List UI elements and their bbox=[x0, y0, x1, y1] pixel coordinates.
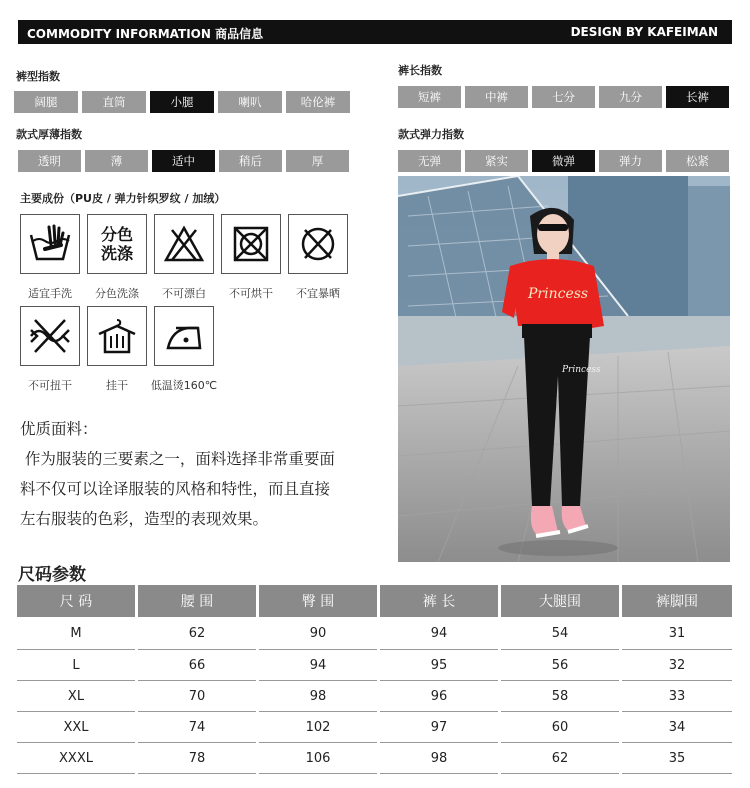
option-thickness: 厚 bbox=[286, 150, 349, 172]
separate-wash-text-1: 分色 bbox=[100, 225, 133, 244]
size-table-cell: M bbox=[17, 617, 135, 650]
size-table-cell: 90 bbox=[259, 617, 377, 650]
elasticity-title: 款式弹力指数 bbox=[398, 128, 464, 141]
size-table-header-cell: 裤脚围 bbox=[622, 585, 732, 617]
option-elasticity: 弹力 bbox=[599, 150, 662, 172]
care-label: 不可漂白 bbox=[162, 287, 206, 300]
option-leg-length: 短裤 bbox=[398, 86, 461, 108]
size-table-title: 尺码参数 bbox=[18, 565, 86, 585]
size-table-row bbox=[17, 650, 732, 681]
size-table-header-row bbox=[17, 585, 732, 617]
fabric-heading: 优质面料： bbox=[20, 420, 98, 438]
leg-shape-title: 裤型指数 bbox=[16, 70, 60, 83]
size-table-cell: 78 bbox=[138, 743, 256, 774]
care-label: 分色洗涤 bbox=[95, 287, 139, 300]
size-table-cell: 54 bbox=[501, 617, 619, 650]
option-elasticity-selected: 微弹 bbox=[532, 150, 595, 172]
size-table-cell: 98 bbox=[380, 743, 498, 774]
size-table-header-cell: 尺 码 bbox=[17, 585, 135, 617]
size-table bbox=[14, 585, 735, 774]
size-table-cell: 33 bbox=[622, 681, 732, 712]
size-table-header-cell: 臀 围 bbox=[259, 585, 377, 617]
size-table-cell: 35 bbox=[622, 743, 732, 774]
size-table-row bbox=[17, 712, 732, 743]
care-label: 不可烘干 bbox=[229, 287, 273, 300]
size-table-row bbox=[17, 617, 732, 650]
fabric-line-1: 作为服装的三要素之一，面料选择非常重要面 bbox=[20, 450, 335, 468]
option-thickness-selected: 适中 bbox=[152, 150, 215, 172]
header-left-title: COMMODITY INFORMATION 商品信息 bbox=[27, 27, 264, 41]
option-elasticity: 紧实 bbox=[465, 150, 528, 172]
option-leg-shape: 直筒 bbox=[82, 91, 146, 113]
size-table-cell: 74 bbox=[138, 712, 256, 743]
care-label: 不宜暴晒 bbox=[296, 287, 340, 300]
option-elasticity: 松紧 bbox=[666, 150, 729, 172]
option-thickness: 稍后 bbox=[219, 150, 282, 172]
model-photo bbox=[398, 176, 730, 562]
separate-wash-text-2: 洗涤 bbox=[100, 244, 133, 263]
size-table-cell: 96 bbox=[380, 681, 498, 712]
size-table-header-cell: 大腿围 bbox=[501, 585, 619, 617]
size-table-cell: 31 bbox=[622, 617, 732, 650]
size-table-cell: 66 bbox=[138, 650, 256, 681]
size-table-cell: 60 bbox=[501, 712, 619, 743]
leg-shape-options bbox=[14, 91, 350, 113]
no-dry-clean-icon bbox=[288, 214, 348, 274]
header-right-title: DESIGN BY KAFEIMAN bbox=[570, 25, 718, 39]
size-table-header-cell: 裤 长 bbox=[380, 585, 498, 617]
size-table-cell: 70 bbox=[138, 681, 256, 712]
thickness-options bbox=[18, 150, 349, 172]
size-table-body bbox=[17, 617, 732, 774]
size-table-cell: 94 bbox=[380, 617, 498, 650]
option-leg-length: 九分 bbox=[599, 86, 662, 108]
leg-length-title: 裤长指数 bbox=[398, 64, 442, 77]
option-leg-shape-selected: 小腿 bbox=[150, 91, 214, 113]
size-table-cell: 34 bbox=[622, 712, 732, 743]
size-table-cell: 56 bbox=[501, 650, 619, 681]
size-table-cell: 62 bbox=[501, 743, 619, 774]
option-thickness: 薄 bbox=[85, 150, 148, 172]
size-table-cell: 95 bbox=[380, 650, 498, 681]
option-leg-length-selected: 长裤 bbox=[666, 86, 729, 108]
iron-low-icon bbox=[154, 306, 214, 366]
size-table-cell: 62 bbox=[138, 617, 256, 650]
option-elasticity: 无弹 bbox=[398, 150, 461, 172]
no-wring-icon bbox=[20, 306, 80, 366]
separate-wash-icon bbox=[87, 214, 147, 274]
option-leg-length: 七分 bbox=[532, 86, 595, 108]
size-table-row bbox=[17, 743, 732, 774]
size-table-cell: 106 bbox=[259, 743, 377, 774]
option-thickness: 透明 bbox=[18, 150, 81, 172]
fabric-line-2: 料不仅可以诠译服装的风格和特性，而且直接 bbox=[20, 480, 331, 498]
size-table-cell: 102 bbox=[259, 712, 377, 743]
option-leg-shape: 阔腿 bbox=[14, 91, 78, 113]
no-bleach-icon bbox=[154, 214, 214, 274]
care-label: 挂干 bbox=[106, 379, 128, 392]
size-table-cell: L bbox=[17, 650, 135, 681]
pants-print-text: Princess bbox=[562, 365, 601, 375]
option-leg-shape: 哈伦裤 bbox=[286, 91, 350, 113]
header-bar bbox=[18, 20, 732, 44]
composition-title: 主要成份（PU皮 / 弹力针织罗纹 / 加绒） bbox=[20, 192, 226, 205]
care-label: 适宜手洗 bbox=[28, 287, 72, 300]
hang-dry-icon bbox=[87, 306, 147, 366]
size-table-row bbox=[17, 681, 732, 712]
care-label: 不可扭干 bbox=[28, 379, 72, 392]
care-label: 低温烫160℃ bbox=[150, 379, 218, 392]
fabric-line-3: 左右服装的色彩，造型的表现效果。 bbox=[20, 510, 269, 528]
size-table-cell: XXXL bbox=[17, 743, 135, 774]
size-table-cell: XXL bbox=[17, 712, 135, 743]
size-table-cell: 32 bbox=[622, 650, 732, 681]
size-table-cell: XL bbox=[17, 681, 135, 712]
leg-length-options bbox=[398, 86, 729, 108]
no-tumble-dry-icon bbox=[221, 214, 281, 274]
size-table-cell: 58 bbox=[501, 681, 619, 712]
option-leg-shape: 喇叭 bbox=[218, 91, 282, 113]
hand-wash-icon bbox=[20, 214, 80, 274]
elasticity-options bbox=[398, 150, 729, 172]
shirt-print-text: Princess bbox=[528, 286, 589, 302]
option-leg-length: 中裤 bbox=[465, 86, 528, 108]
size-table-cell: 98 bbox=[259, 681, 377, 712]
size-table-cell: 94 bbox=[259, 650, 377, 681]
thickness-title: 款式厚薄指数 bbox=[16, 128, 82, 141]
size-table-cell: 97 bbox=[380, 712, 498, 743]
size-table-header-cell: 腰 围 bbox=[138, 585, 256, 617]
